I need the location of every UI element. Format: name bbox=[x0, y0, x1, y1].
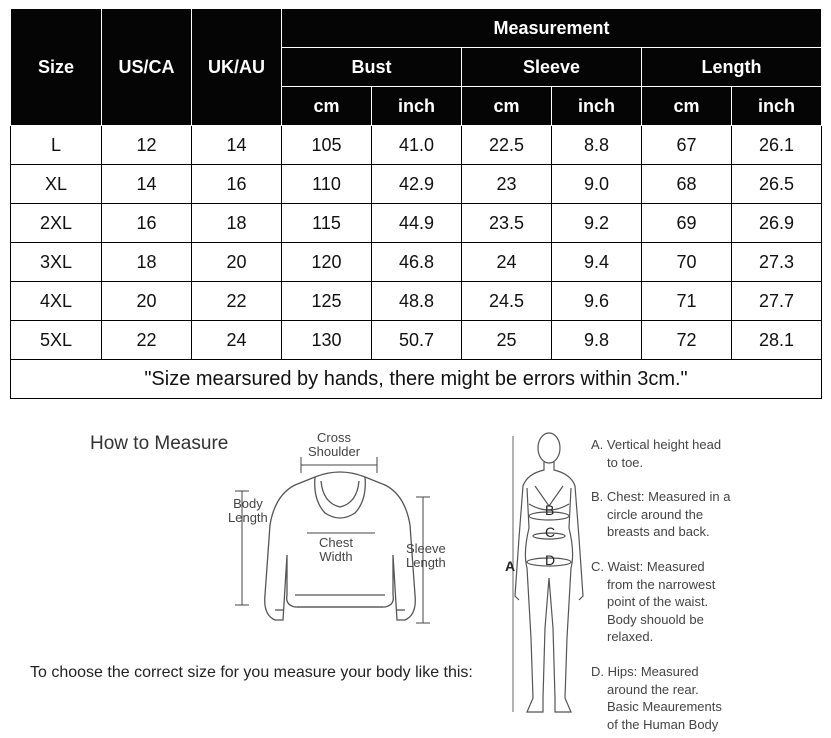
header-bust-inch: inch bbox=[372, 87, 462, 126]
header-length: Length bbox=[642, 48, 822, 87]
chest-width-line1: Chest bbox=[319, 535, 353, 550]
cell-length-cm: 68 bbox=[642, 165, 732, 204]
cell-length-cm: 69 bbox=[642, 204, 732, 243]
cell-sleeve-inch: 9.6 bbox=[552, 282, 642, 321]
measurement-note: "Size mearsured by hands, there might be errors within 3cm." bbox=[11, 360, 822, 399]
cell-uk-au: 20 bbox=[192, 243, 282, 282]
header-measurement: Measurement bbox=[282, 9, 822, 48]
table-row bbox=[11, 243, 822, 282]
table-row bbox=[11, 126, 822, 165]
cell-bust-inch: 50.7 bbox=[372, 321, 462, 360]
cell-uk-au: 18 bbox=[192, 204, 282, 243]
desc-d-line: around the rear. bbox=[607, 681, 699, 697]
cell-sleeve-inch: 9.4 bbox=[552, 243, 642, 282]
desc-c-line: point of the waist. bbox=[607, 594, 709, 609]
header-sleeve-inch: inch bbox=[552, 87, 642, 126]
header-bust-cm: cm bbox=[282, 87, 372, 126]
cell-us-ca: 20 bbox=[102, 282, 192, 321]
desc-c-line: relaxed. bbox=[607, 629, 654, 644]
sleeve-length-line1: Sleeve bbox=[406, 541, 446, 556]
cell-length-inch: 26.5 bbox=[732, 165, 822, 204]
cell-length-inch: 27.7 bbox=[732, 282, 822, 321]
cell-sleeve-inch: 9.0 bbox=[552, 165, 642, 204]
cross-shoulder-label bbox=[308, 431, 360, 459]
desc-b-line: B. Chest: Measured in a bbox=[591, 489, 731, 504]
cell-size: 4XL bbox=[11, 282, 102, 321]
cell-bust-inch: 46.8 bbox=[372, 243, 462, 282]
cell-length-inch: 26.1 bbox=[732, 126, 822, 165]
cell-uk-au: 22 bbox=[192, 282, 282, 321]
desc-b bbox=[591, 488, 730, 541]
desc-b-line: breasts and back. bbox=[607, 524, 710, 539]
sleeve-length-line2: Length bbox=[406, 555, 446, 570]
body-length-line2: Length bbox=[228, 510, 268, 525]
cross-shoulder-line2: Shoulder bbox=[308, 444, 361, 459]
cell-length-cm: 67 bbox=[642, 126, 732, 165]
cell-length-cm: 71 bbox=[642, 282, 732, 321]
cell-bust-cm: 110 bbox=[282, 165, 372, 204]
body-length-label bbox=[228, 497, 268, 525]
cell-uk-au: 16 bbox=[192, 165, 282, 204]
desc-d bbox=[591, 663, 722, 733]
desc-a-line: to toe. bbox=[607, 454, 644, 470]
table-row bbox=[11, 204, 822, 243]
body-length-line1: Body bbox=[233, 496, 263, 511]
desc-a-line: A. Vertical height head bbox=[591, 437, 722, 452]
table-row bbox=[11, 165, 822, 204]
desc-c bbox=[591, 558, 715, 646]
cell-bust-inch: 48.8 bbox=[372, 282, 462, 321]
size-chart-table bbox=[10, 8, 822, 399]
cell-us-ca: 12 bbox=[102, 126, 192, 165]
cross-shoulder-line1: Cross bbox=[317, 430, 351, 445]
cell-length-cm: 72 bbox=[642, 321, 732, 360]
cell-sleeve-inch: 9.2 bbox=[552, 204, 642, 243]
chest-width-line2: Width bbox=[319, 549, 353, 564]
cell-bust-cm: 120 bbox=[282, 243, 372, 282]
cell-us-ca: 14 bbox=[102, 165, 192, 204]
cell-sleeve-cm: 25 bbox=[462, 321, 552, 360]
cell-size: XL bbox=[11, 165, 102, 204]
desc-c-line: Body shouold be bbox=[607, 611, 704, 627]
cell-sleeve-cm: 23.5 bbox=[462, 204, 552, 243]
cell-us-ca: 18 bbox=[102, 243, 192, 282]
how-to-measure-title: How to Measure bbox=[90, 433, 229, 454]
chest-width-label bbox=[319, 536, 353, 564]
cell-size: 5XL bbox=[11, 321, 102, 360]
figure-letter-b: B bbox=[545, 502, 555, 518]
cell-bust-inch: 44.9 bbox=[372, 204, 462, 243]
choose-size-instruction: To choose the correct size for you measure your body like this: bbox=[30, 664, 473, 681]
desc-d-line: of the Human Body bbox=[607, 716, 719, 732]
header-length-inch: inch bbox=[732, 87, 822, 126]
cell-length-inch: 28.1 bbox=[732, 321, 822, 360]
cell-size: L bbox=[11, 126, 102, 165]
figure-letter-d: D bbox=[545, 552, 556, 568]
body-figure-icon bbox=[505, 428, 595, 720]
cell-sleeve-cm: 24 bbox=[462, 243, 552, 282]
cell-length-inch: 26.9 bbox=[732, 204, 822, 243]
cell-uk-au: 24 bbox=[192, 321, 282, 360]
header-bust: Bust bbox=[282, 48, 462, 87]
cell-sleeve-inch: 8.8 bbox=[552, 126, 642, 165]
cell-bust-cm: 125 bbox=[282, 282, 372, 321]
header-sleeve: Sleeve bbox=[462, 48, 642, 87]
header-us-ca: US/CA bbox=[102, 9, 192, 126]
cell-sleeve-inch: 9.8 bbox=[552, 321, 642, 360]
header-size: Size bbox=[11, 9, 102, 126]
cell-sleeve-cm: 22.5 bbox=[462, 126, 552, 165]
desc-d-line: Basic Meaurements bbox=[607, 699, 722, 714]
cell-bust-cm: 115 bbox=[282, 204, 372, 243]
figure-letter-a: A bbox=[505, 558, 516, 574]
cell-us-ca: 22 bbox=[102, 321, 192, 360]
header-uk-au: UK/AU bbox=[192, 9, 282, 126]
cell-us-ca: 16 bbox=[102, 204, 192, 243]
header-sleeve-cm: cm bbox=[462, 87, 552, 126]
cell-length-inch: 27.3 bbox=[732, 243, 822, 282]
desc-a bbox=[591, 436, 721, 471]
sleeve-length-label bbox=[406, 542, 446, 570]
cell-sleeve-cm: 24.5 bbox=[462, 282, 552, 321]
figure-letter-c: C bbox=[545, 524, 556, 540]
cell-uk-au: 14 bbox=[192, 126, 282, 165]
cell-bust-inch: 42.9 bbox=[372, 165, 462, 204]
cell-size: 3XL bbox=[11, 243, 102, 282]
cell-sleeve-cm: 23 bbox=[462, 165, 552, 204]
desc-d-line: D. Hips: Measured bbox=[591, 664, 699, 679]
cell-bust-inch: 41.0 bbox=[372, 126, 462, 165]
desc-c-line: C. Waist: Measured bbox=[591, 559, 705, 574]
desc-b-line: circle around the bbox=[607, 506, 704, 522]
cell-length-cm: 70 bbox=[642, 243, 732, 282]
desc-c-line: from the narrowest bbox=[607, 576, 716, 592]
table-row bbox=[11, 282, 822, 321]
cell-bust-cm: 130 bbox=[282, 321, 372, 360]
cell-size: 2XL bbox=[11, 204, 102, 243]
table-row bbox=[11, 321, 822, 360]
cell-bust-cm: 105 bbox=[282, 126, 372, 165]
header-length-cm: cm bbox=[642, 87, 732, 126]
